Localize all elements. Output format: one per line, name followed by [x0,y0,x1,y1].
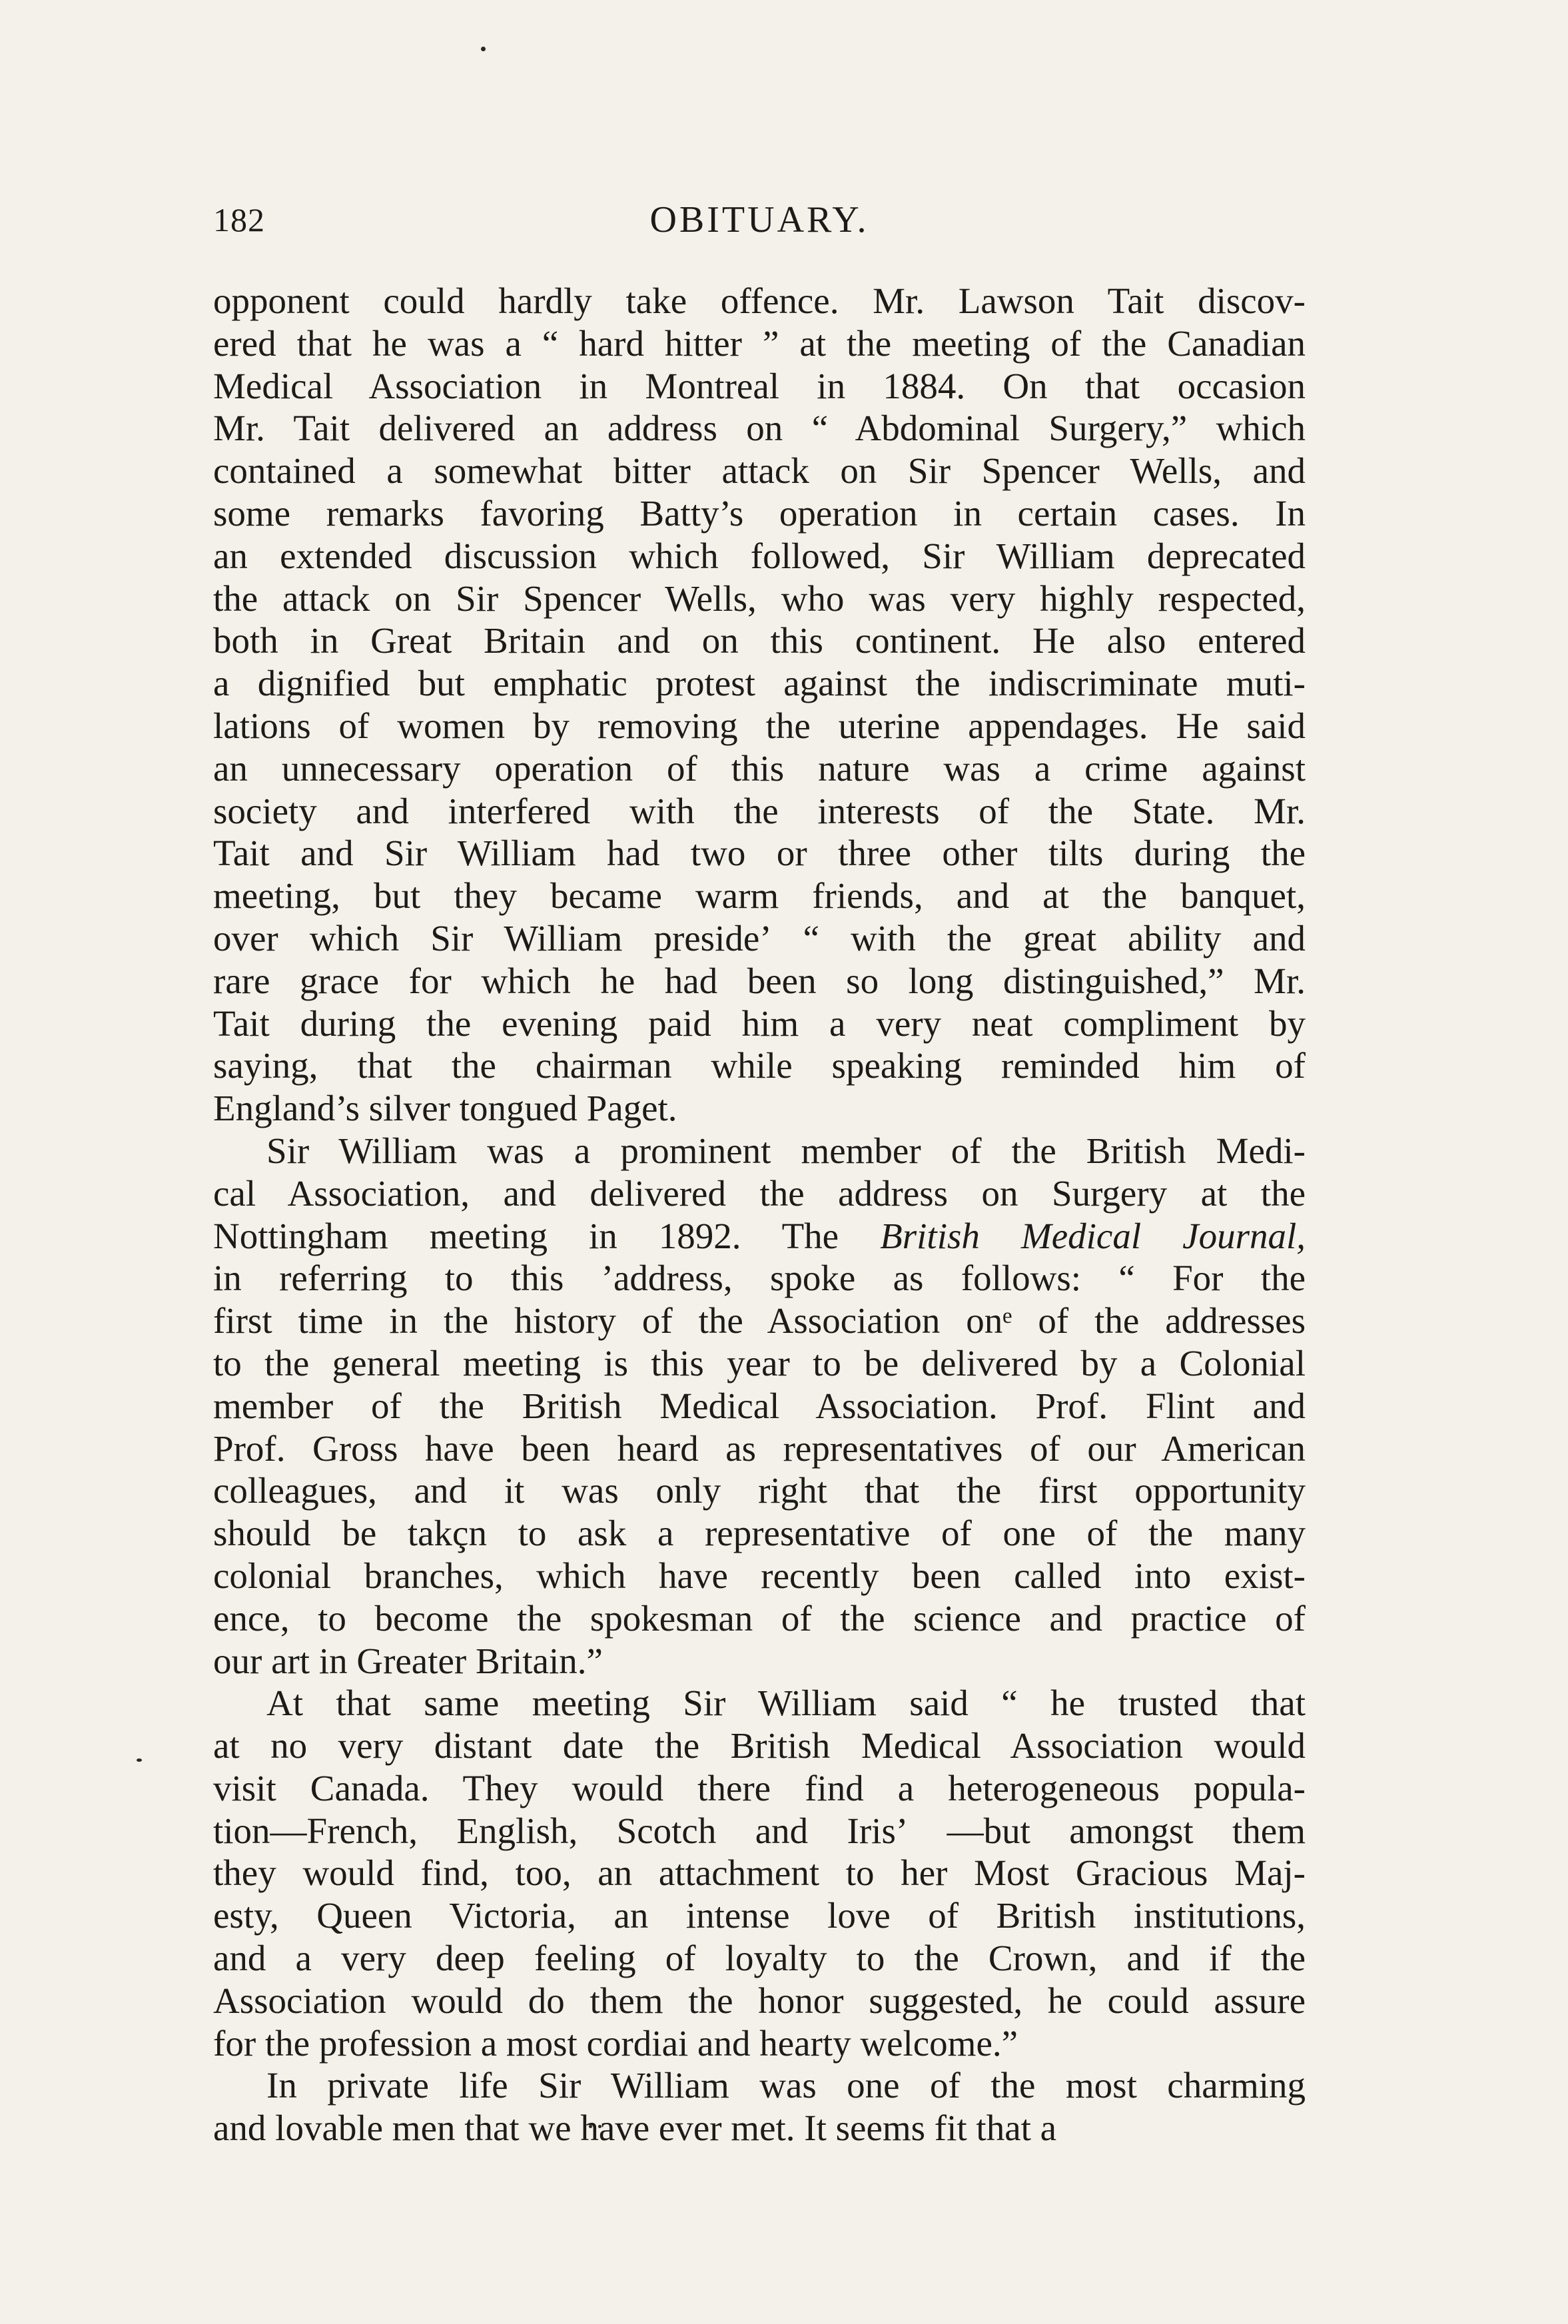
text-line: Nottingham meeting in 1892. The British Medical Journal, [213,1215,1306,1256]
text-line: member of the British Medical Association. Prof. Flint and [213,1385,1306,1426]
text-line: lations of women by removing the uterine appendages. He said [213,705,1306,746]
text-line: over which Sir William presideʼ “ with the great ability and [213,917,1306,959]
paragraph [213,2064,1306,2149]
text-line: rare grace for which he had been so long distinguished,” Mr. [213,960,1306,1001]
text-line: saying, that the chairman while speaking reminded him of [213,1045,1306,1086]
page-number: 182 [213,201,265,238]
text-line: ered that he was a “ hard hitter ” at the meeting of the Canadian [213,322,1306,364]
text-line: Association would do them the honor suggested, he could assure [213,1980,1306,2021]
text-line: for the profession a most cordiai and hearty welcome.” [213,2022,1018,2064]
text-line: contained a somewhat bitter attack on Sir Spencer Wells, and [213,450,1306,492]
text-line: first time in the history of the Association onᵉ of the addresses [213,1300,1306,1342]
text-line: In private life Sir William was one of the most charming [266,2065,1306,2106]
text-line: esty, Queen Victoria, an intense love of British institutions, [213,1895,1306,1936]
text-line: opponent could hardly take offence. Mr. Lawson Tait discov- [213,280,1306,321]
paragraph [213,1130,1306,1682]
text-line: Medical Association in Montreal in 1884. On that occasion [213,365,1306,406]
text-line: meeting, but they became warm friends, and at the banquet, [213,875,1306,917]
text-line: England’s silver tongued Paget. [213,1088,677,1129]
scan-speck-margin [137,1758,142,1762]
text-line: and lovable men that we have ever met. It seems fit that a [213,2108,1057,2149]
text-line: the attack on Sir Spencer Wells, who was very highly respected, [213,578,1306,619]
text-line: in referring to this ʼaddress, spoke as follows: “ For the [213,1258,1306,1299]
text-line: Tait and Sir William had two or three other tilts during the [213,833,1306,874]
text-line: cal Association, and delivered the address on Surgery at the [213,1172,1306,1214]
text-line: ence, to become the spokesman of the science and practice of [213,1597,1306,1639]
text-line: Tait during the evening paid him a very neat compliment by [213,1002,1306,1044]
text-line: an unnecessary operation of this nature was a crime against [213,747,1306,789]
text-line: our art in Greater Britain.” [213,1640,603,1681]
text-line: should be takçn to ask a representative of one of the many [213,1513,1306,1554]
text-line: Mr. Tait delivered an address on “ Abdominal Surgery,” which [213,408,1306,449]
running-head: OBITUARY. [649,199,869,240]
page-header [213,193,1306,246]
text-line: Sir William was a prominent member of the British Medi- [266,1130,1306,1171]
paragraph [213,1682,1306,2064]
text-line: colonial branches, which have recently been called into exist- [213,1555,1306,1596]
text-line: tion—French, English, Scotch and Irisʼ —but amongst them [213,1810,1306,1851]
text-line: both in Great Britain and on this continent. He also entered [213,620,1306,661]
paragraph [213,280,1306,1130]
text-line: Prof. Gross have been heard as representatives of our American [213,1427,1306,1469]
text-line: colleagues, and it was only right that the first opportunity [213,1470,1306,1511]
text-line: at no very distant date the British Medical Association would [213,1725,1306,1766]
text-line: an extended discussion which followed, Sir William deprecated [213,535,1306,576]
text-line: to the general meeting is this year to be delivered by a Colonial [213,1342,1306,1383]
text-line: a dignified but emphatic protest against the indiscriminate muti- [213,663,1306,704]
text-line: they would find, too, an attachment to her Most Gracious Maj- [213,1852,1306,1894]
text-line: some remarks favoring Batty’s operation in certain cases. In [213,492,1306,534]
text-line: society and interfered with the interests of the State. Mr. [213,790,1306,831]
text-line: and a very deep feeling of loyalty to the Crown, and if the [213,1938,1306,1979]
text-line: At that same meeting Sir William said “ he trusted that [266,1683,1306,1724]
obituary-body-text [213,280,1306,2149]
text-line: visit Canada. They would there find a heterogeneous popula- [213,1767,1306,1808]
scan-speck-top [481,47,486,51]
